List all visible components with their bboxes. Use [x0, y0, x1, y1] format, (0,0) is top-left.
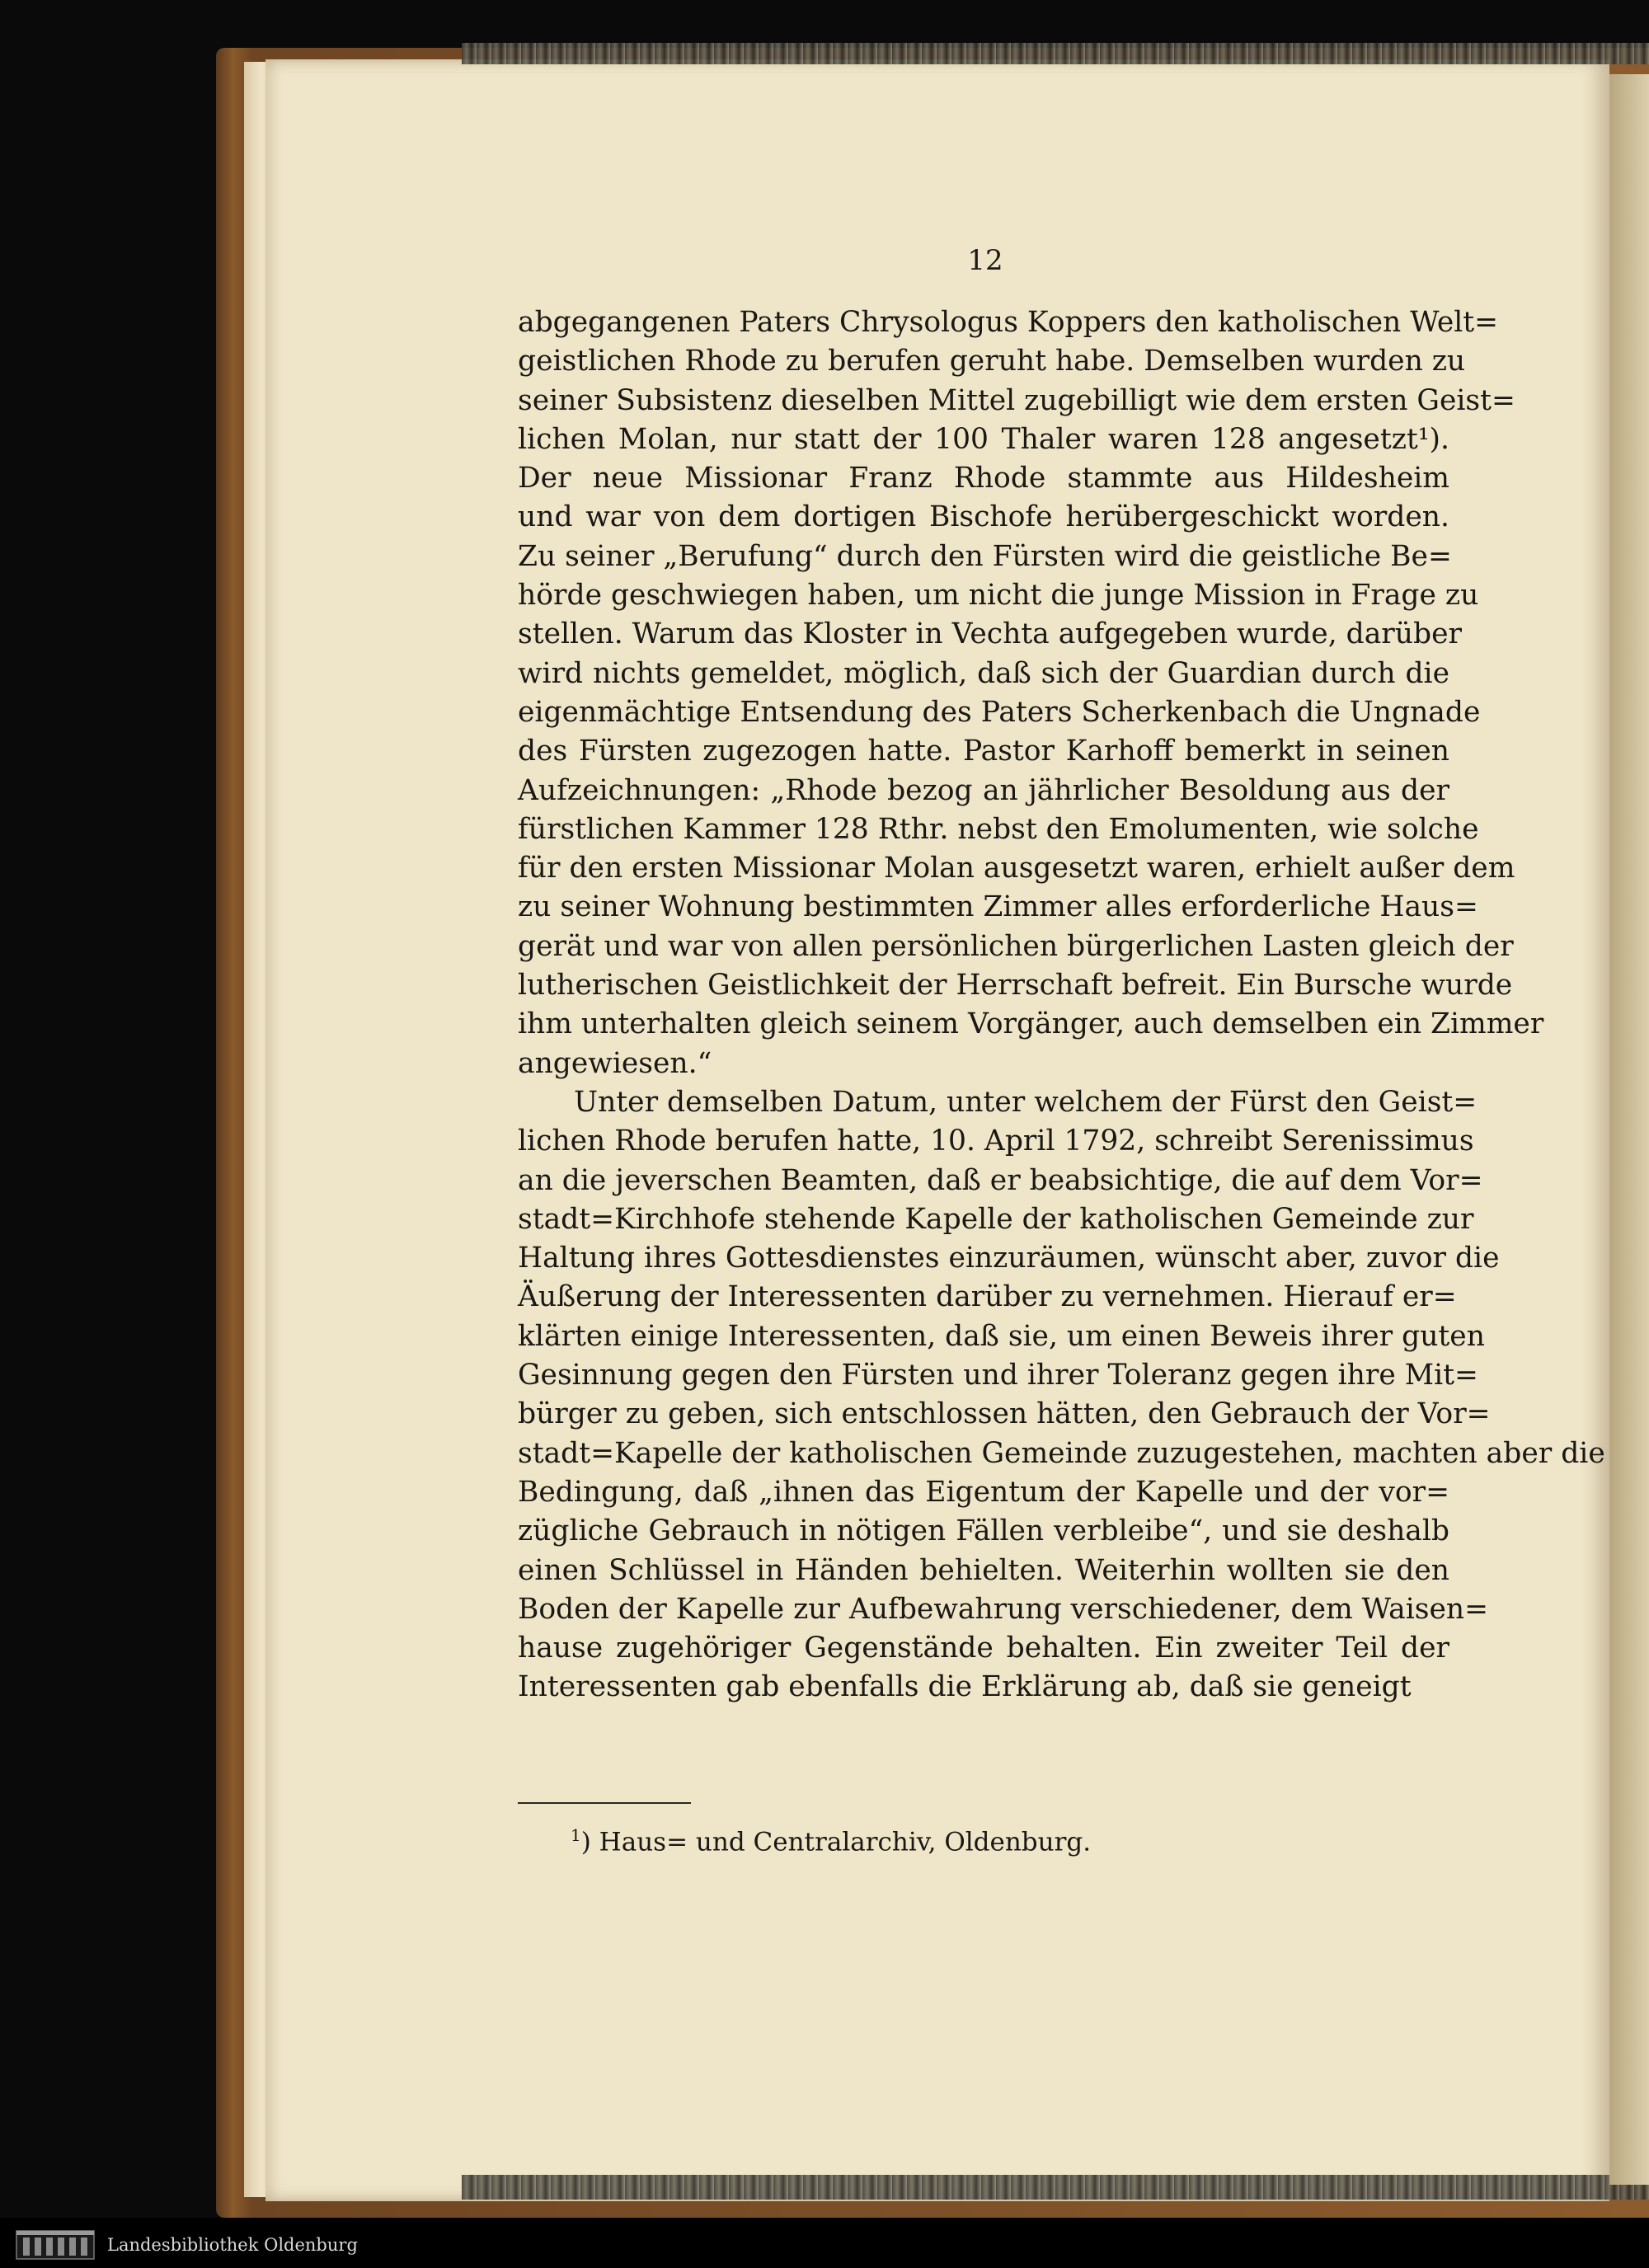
page-bottom-edge: [462, 2175, 1649, 2200]
text-line: zu seiner Wohnung bestimmten Zimmer alles erforderliche Haus=: [518, 890, 1478, 924]
text-line: klärten einige Interessenten, daß sie, um einen Beweis ihrer guten: [518, 1319, 1485, 1353]
text-line: eigenmächtige Entsendung des Paters Scherkenbach die Ungnade: [518, 695, 1481, 729]
text-line: Der neue Missionar Franz Rhode stammte aus Hildesheim: [518, 462, 1449, 495]
text-line: wird nichts gemeldet, möglich, daß sich der Guardian durch die: [518, 656, 1449, 690]
text-line: hause zugehöriger Gegenstände behalten. Ein zweiter Teil der: [518, 1632, 1449, 1665]
text-line: stellen. Warum das Kloster in Vechta aufgegeben wurde, darüber: [518, 617, 1463, 651]
text-line: Gesinnung gegen den Fürsten und ihrer Toleranz gegen ihre Mit=: [518, 1359, 1478, 1392]
text-line: zügliche Gebrauch in nötigen Fällen verbleibe“, und sie deshalb: [518, 1514, 1449, 1548]
text-line: einen Schlüssel in Händen behielten. Weiterhin wollten sie den: [518, 1553, 1449, 1587]
page-top-edge: [462, 43, 1649, 64]
library-building-icon: [15, 2226, 96, 2261]
text-line: hörde geschwiegen haben, um nicht die junge Mission in Frage zu: [518, 579, 1479, 613]
next-page-edge: [1609, 74, 1649, 2185]
text-line: Boden der Kapelle zur Aufbewahrung verschiedener, dem Waisen=: [518, 1592, 1488, 1626]
text-line: gerät und war von allen persönlichen bürgerlichen Lasten gleich der: [518, 929, 1514, 963]
text-line: und war von dem dortigen Bischofe herübergeschickt worden.: [518, 500, 1449, 534]
text-line: angewiesen.“: [518, 1046, 712, 1080]
text-line: stadt=Kapelle der katholischen Gemeinde zuzugestehen, machten aber die: [518, 1436, 1605, 1470]
text-line: für den ersten Missionar Molan ausgesetzt waren, erhielt außer dem: [518, 852, 1515, 885]
text-line: Äußerung der Interessenten darüber zu vernehmen. Hierauf er=: [518, 1280, 1457, 1314]
footnote-marker: 1: [571, 1825, 581, 1845]
text-line: stadt=Kirchhofe stehende Kapelle der katholischen Gemeinde zur: [518, 1202, 1474, 1236]
text-line: Unter demselben Datum, unter welchem der Fürst den Geist=: [574, 1085, 1478, 1119]
footnote-rule: [518, 1802, 691, 1804]
text-line: fürstlichen Kammer 128 Rthr. nebst den Emolumenten, wie solche: [518, 812, 1479, 846]
body-text: [518, 303, 1605, 1707]
text-line: Bedingung, daß „ihnen das Eigentum der Kapelle und der vor=: [518, 1475, 1449, 1509]
library-name: Landesbibliothek Oldenburg: [107, 2235, 358, 2255]
text-line: ihm unterhalten gleich seinem Vorgänger, auch demselben ein Zimmer: [518, 1007, 1544, 1041]
footnote: [571, 1825, 1395, 1857]
text-line: an die jeverschen Beamten, daß er beabsichtige, die auf dem Vor=: [518, 1163, 1483, 1197]
text-line: geistlichen Rhode zu berufen geruht habe. Demselben wurden zu: [518, 345, 1466, 378]
page-number: 12: [967, 244, 1003, 277]
text-line: bürger zu geben, sich entschlossen hätten, den Gebrauch der Vor=: [518, 1397, 1491, 1431]
text-line: Aufzeichnungen: „Rhode bezog an jährlicher Besoldung aus der: [518, 773, 1449, 807]
text-line: seiner Subsistenz dieselben Mittel zugebilligt wie dem ersten Geist=: [518, 383, 1515, 417]
text-line: abgegangenen Paters Chrysologus Koppers den katholischen Welt=: [518, 306, 1499, 339]
text-line: lichen Molan, nur statt der 100 Thaler waren 128 angesetzt¹).: [518, 422, 1449, 456]
text-line: lutherischen Geistlichkeit der Herrschaft befreit. Ein Bursche wurde: [518, 969, 1513, 1003]
text-line: Interessenten gab ebenfalls die Erklärung ab, daß sie geneigt: [518, 1670, 1412, 1704]
text-line: Zu seiner „Berufung“ durch den Fürsten wird die geistliche Be=: [518, 539, 1452, 573]
text-line: Haltung ihres Gottesdienstes einzuräumen, wünscht aber, zuvor die: [518, 1242, 1500, 1275]
footnote-text: ) Haus= und Centralarchiv, Oldenburg.: [580, 1827, 1092, 1857]
text-line: lichen Rhode berufen hatte, 10. April 1792, schreibt Serenissimus: [518, 1125, 1474, 1158]
text-line: des Fürsten zugezogen hatte. Pastor Karhoff bemerkt in seinen: [518, 735, 1449, 768]
